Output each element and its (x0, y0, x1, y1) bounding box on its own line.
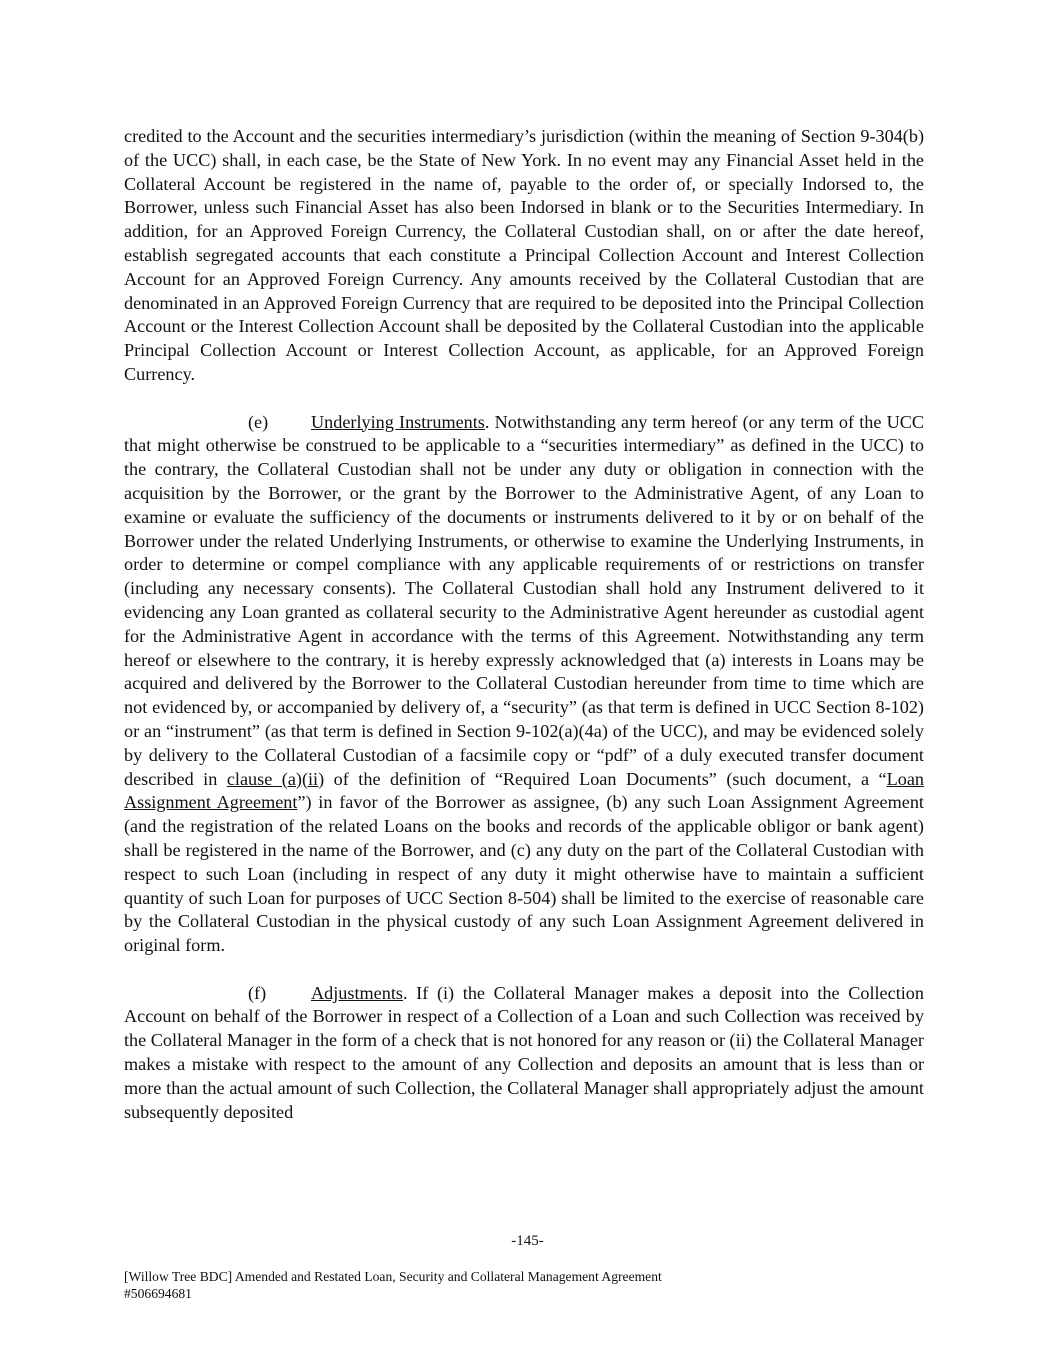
section-e-text-3: ”) in favor of the Borrower as assignee, (b) any such Loan Assignment Agreement (and the registration of the related Loans on the books and records of the applicable obligor or bank agent) shall be registered in the name of the Borrower, and (c) any duty on the part of the Collateral Custodian with respect to such Loan (including in respect of any duty it might otherwise have to maintain a sufficient quantity of such Loan for purposes of UCC Section 8-504) shall be limited to the exercise of reasonable care by the Collateral Custodian in the physical custody of any such Loan Assignment Agreement delivered in original form. (124, 792, 924, 956)
paragraph-f (124, 982, 924, 1125)
section-f-marker: (f) (248, 982, 267, 1003)
section-e-text-1: . Notwithstanding any term hereof (or any term of the UCC that might otherwise be construed to be applicable to a “securities intermediary” as defined in the UCC) to the contrary, the Collateral Custodian shall not be under any duty or obligation in connection with the acquisition by the Borrower, or the grant by the Borrower to the Administrative Agent, of any Loan to examine or evaluate the sufficiency of the documents or instruments delivered to it by or on behalf of the Borrower under the related Underlying Instruments, or otherwise to examine the Underlying Instruments, in order to determine or compel compliance with any applicable requirements of or restrictions on transfer (including any necessary consents). The Collateral Custodian shall hold any Instrument delivered to it evidencing any Loan granted as collateral security to the Administrative Agent hereunder as custodial agent for the Administrative Agent in accordance with the terms of this Agreement. Notwithstanding any term hereof or elsewhere to the contrary, it is hereby expressly acknowledged that (a) interests in Loans may be acquired and delivered by the Borrower to the Collateral Custodian hereunder from time to time which are not evidenced by, or accompanied by delivery of, a “security” (as that term is defined in UCC Section 8-102) or an “instrument” (as that term is defined in Section 9-102(a)(4a) of the UCC), and may be evidenced solely by delivery to the Collateral Custodian of a facsimile copy or “pdf” of a duly executed transfer document described in (124, 411, 924, 789)
section-e-text-2: of the definition of “Required Loan Documents” (such document, a “ (324, 768, 887, 789)
footer-doc-id: #506694681 (124, 1286, 192, 1301)
defined-term-loan-assignment-agreement: Loan Assignment Agreement (124, 768, 924, 813)
footer-title: [Willow Tree BDC] Amended and Restated Loan, Security and Collateral Management Agreement (124, 1269, 662, 1284)
section-e-heading: Underlying Instruments (311, 411, 485, 432)
section-f-text-1: . If (i) the Collateral Manager makes a deposit into the Collection Account on behalf of the Borrower in respect of a Collection of a Loan and such Collection was received by the Collateral Manager in the form of a check that is not honored for any reason or (ii) the Collateral Manager makes a mistake with respect to the amount of any Collection and deposits an amount that is less than or more than the actual amount of such Collection, the Collateral Manager shall appropriately adjust the amount subsequently deposited (124, 982, 924, 1122)
document-body (124, 125, 924, 1148)
paragraph-e (124, 411, 924, 958)
page-number: -145- (511, 1233, 544, 1249)
document-footer (124, 1268, 662, 1302)
paragraph-d-continuation: credited to the Account and the securities intermediary’s jurisdiction (within the meaning of Section 9-304(b) of the UCC) shall, in each case, be the State of New York. In no event may any Financial Asset held in the Collateral Account be registered in the name of, payable to the order of, or specially Indorsed to, the Borrower, unless such Financial Asset has also been Indorsed in blank or to the Securities Intermediary. In addition, for an Approved Foreign Currency, the Collateral Custodian shall, on or after the date hereof, establish segregated accounts that each constitute a Principal Collection Account and Interest Collection Account for an Approved Foreign Currency. Any amounts received by the Collateral Custodian that are denominated in an Approved Foreign Currency that are required to be deposited into the Principal Collection Account or the Interest Collection Account shall be deposited by the Collateral Custodian into the applicable Principal Collection Account or Interest Collection Account, as applicable, for an Approved Foreign Currency. (124, 126, 924, 384)
section-e-marker: (e) (248, 411, 269, 432)
clause-reference: clause (a)(ii) (226, 768, 325, 789)
section-f-heading: Adjustments (311, 982, 403, 1003)
